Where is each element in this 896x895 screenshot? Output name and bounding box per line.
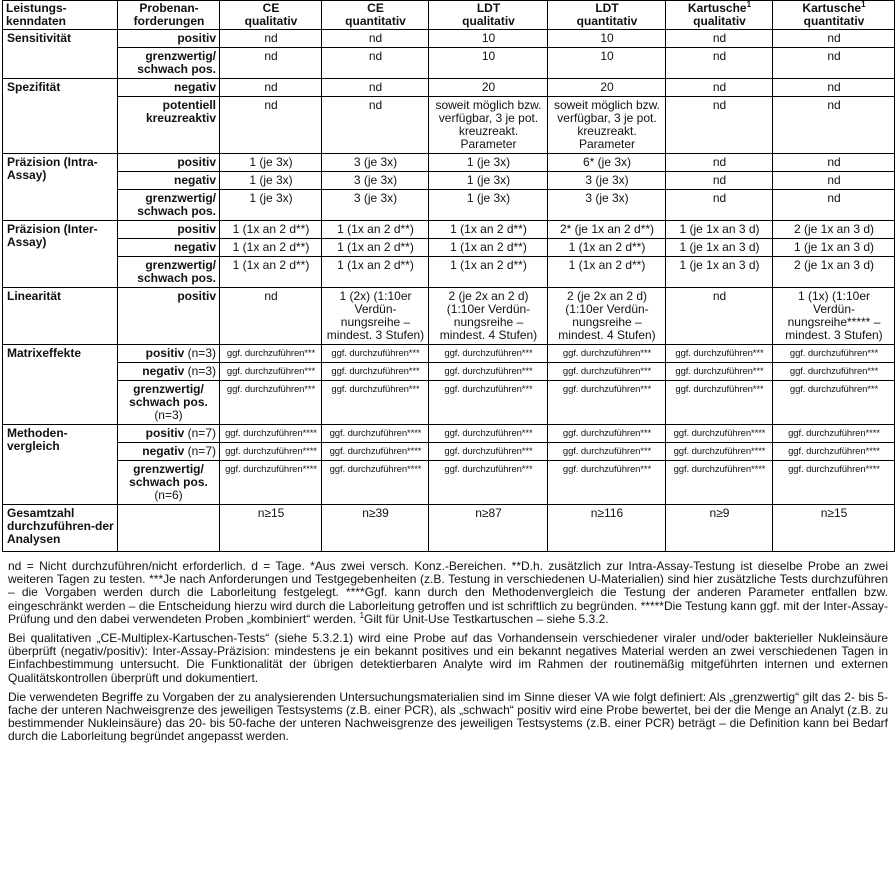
requirement-label: negativ xyxy=(173,173,216,187)
value-cell: ggf. durchzuführen**** xyxy=(666,425,773,443)
requirement-cell xyxy=(118,30,220,48)
requirement-cell xyxy=(118,97,220,154)
value-cell: 20 xyxy=(548,79,666,97)
requirement-label: positiv xyxy=(177,31,216,45)
table-row xyxy=(3,381,895,425)
value-cell: ggf. durchzuführen*** xyxy=(666,363,773,381)
sample-count: (n=3) xyxy=(187,364,216,378)
value-cell: nd xyxy=(322,97,429,154)
table-row xyxy=(3,172,895,190)
value-cell: nd xyxy=(322,79,429,97)
value-cell: 1 (1x an 2 d**) xyxy=(322,257,429,288)
value-cell: ggf. durchzuführen**** xyxy=(220,425,322,443)
value-cell: ggf. durchzuführen**** xyxy=(666,443,773,461)
validation-table xyxy=(2,0,895,552)
value-cell: nd xyxy=(666,48,773,79)
value-cell: 1 (2x) (1:10er Verdün-nungsreihe – mindest. 3 Stufen) xyxy=(322,288,429,345)
value-cell: ggf. durchzuführen*** xyxy=(220,345,322,363)
value-cell: ggf. durchzuführen*** xyxy=(322,345,429,363)
sample-count: (n=7) xyxy=(187,426,216,440)
header-text: LDT xyxy=(595,1,619,15)
empty-cell xyxy=(118,505,220,552)
header-probenanforderungen: Probenan-forderungen xyxy=(118,1,220,30)
header-text: CE xyxy=(262,1,280,15)
table-row xyxy=(3,48,895,79)
value-cell: soweit möglich bzw. verfügbar, 3 je pot. kreuzreakt. Parameter xyxy=(548,97,666,154)
header-text: quantitativ xyxy=(576,14,638,28)
value-cell: nd xyxy=(322,48,429,79)
value-cell: nd xyxy=(773,48,895,79)
parameter-cell: Matrixeffekte xyxy=(3,345,118,425)
value-cell: ggf. durchzuführen*** xyxy=(322,381,429,425)
value-cell: 3 (je 3x) xyxy=(548,190,666,221)
value-cell: nd xyxy=(773,154,895,172)
table-row xyxy=(3,257,895,288)
footnote-paragraph xyxy=(8,560,888,626)
value-cell: 1 (je 1x an 3 d) xyxy=(666,239,773,257)
parameter-cell: Methoden-vergleich xyxy=(3,425,118,505)
requirement-label: negativ xyxy=(142,444,185,458)
requirement-label: grenzwertig/ schwach pos. xyxy=(137,258,216,285)
header-ldt-quantitativ xyxy=(548,1,666,30)
value-cell: 1 (je 3x) xyxy=(220,172,322,190)
sample-count: (n=7) xyxy=(187,444,216,458)
value-cell: ggf. durchzuführen*** xyxy=(429,461,548,505)
requirement-label: potentiell kreuzreaktiv xyxy=(145,98,216,125)
header-text: Kartusche xyxy=(687,1,747,15)
parameter-cell: Präzision (Intra-Assay) xyxy=(3,154,118,221)
parameter-cell: Präzision (Inter-Assay) xyxy=(3,221,118,288)
value-cell: 10 xyxy=(429,48,548,79)
value-cell: 10 xyxy=(548,48,666,79)
value-cell: ggf. durchzuführen**** xyxy=(322,443,429,461)
value-cell: 1 (je 3x) xyxy=(429,190,548,221)
requirement-label: positiv xyxy=(145,426,185,440)
footnotes xyxy=(2,560,894,744)
value-cell: ggf. durchzuführen*** xyxy=(220,363,322,381)
value-cell: ggf. durchzuführen*** xyxy=(666,381,773,425)
value-cell: nd xyxy=(322,30,429,48)
value-cell: 2 (je 1x an 3 d) xyxy=(773,257,895,288)
header-ce-qualitativ xyxy=(220,1,322,30)
header-text: qualitativ xyxy=(244,14,298,28)
requirement-cell xyxy=(118,425,220,443)
requirement-cell xyxy=(118,239,220,257)
total-value-cell: n≥87 xyxy=(429,505,548,552)
value-cell: 2 (je 2x an 2 d) (1:10er Verdün-nungsreihe – mindest. 4 Stufen) xyxy=(548,288,666,345)
value-cell: nd xyxy=(666,79,773,97)
header-text: qualitativ xyxy=(693,14,746,28)
value-cell: 3 (je 3x) xyxy=(322,154,429,172)
parameter-cell: Gesamtzahl durchzuführen-der Analysen xyxy=(3,505,118,552)
value-cell: ggf. durchzuführen*** xyxy=(429,363,548,381)
value-cell: nd xyxy=(666,288,773,345)
value-cell: nd xyxy=(220,97,322,154)
value-cell: ggf. durchzuführen*** xyxy=(322,363,429,381)
table-row xyxy=(3,443,895,461)
header-ce-quantitativ xyxy=(322,1,429,30)
requirement-label: negativ xyxy=(173,80,216,94)
value-cell: 1 (je 1x an 3 d) xyxy=(666,221,773,239)
header-kartusche-qualitativ xyxy=(666,1,773,30)
value-cell: 1 (1x an 2 d**) xyxy=(429,257,548,288)
value-cell: ggf. durchzuführen*** xyxy=(548,425,666,443)
value-cell: 1 (je 3x) xyxy=(220,154,322,172)
header-text: LDT xyxy=(476,1,501,15)
value-cell: ggf. durchzuführen**** xyxy=(773,425,895,443)
value-cell: ggf. durchzuführen*** xyxy=(548,461,666,505)
value-cell: ggf. durchzuführen*** xyxy=(220,381,322,425)
value-cell: nd xyxy=(220,48,322,79)
sample-count: (n=3) xyxy=(154,408,183,422)
table-row xyxy=(3,221,895,239)
value-cell: ggf. durchzuführen*** xyxy=(429,381,548,425)
value-cell: 20 xyxy=(429,79,548,97)
value-cell: nd xyxy=(773,97,895,154)
value-cell: ggf. durchzuführen*** xyxy=(548,443,666,461)
value-cell: ggf. durchzuführen*** xyxy=(773,345,895,363)
document-page xyxy=(2,0,894,744)
header-text: quantitativ xyxy=(803,14,865,28)
value-cell: 1 (1x an 2 d**) xyxy=(322,221,429,239)
header-leistungskenndaten: Leistungs-kenndaten xyxy=(3,1,118,30)
total-value-cell: n≥9 xyxy=(666,505,773,552)
value-cell: nd xyxy=(773,79,895,97)
total-value-cell: n≥116 xyxy=(548,505,666,552)
table-row xyxy=(3,345,895,363)
parameter-cell: Spezifität xyxy=(3,79,118,154)
requirement-cell xyxy=(118,190,220,221)
value-cell: ggf. durchzuführen*** xyxy=(429,443,548,461)
total-value-cell: n≥39 xyxy=(322,505,429,552)
value-cell: 2 (je 1x an 3 d) xyxy=(773,221,895,239)
value-cell: 1 (1x an 2 d**) xyxy=(548,239,666,257)
value-cell: nd xyxy=(666,97,773,154)
value-cell: ggf. durchzuführen*** xyxy=(773,363,895,381)
value-cell: ggf. durchzuführen**** xyxy=(322,425,429,443)
value-cell: nd xyxy=(220,288,322,345)
note-definitions: Die verwendeten Begriffe zu Vorgaben der zu analysierenden Untersuchungsmaterialien sind im Sinne dieser VA wie folgt definiert: Als „grenzwertig“ gilt das 2- bis 5-fache der unteren Nachweisgrenze des jeweiligen Testsystems (z.B. einer PCR), als „schwach“ positiv wird eine Probe bewertet, bei der die Menge an Analyt (z.B. zu bestimmender Nukleinsäure) das 20- bis 50-fache der unteren Nachweisgrenze des jeweiligen Testsystems (z.B. einer PCR) beträgt – die Definition kann bei Bedarf durch die Laborleitung begründet angepasst werden. xyxy=(8,689,888,744)
value-cell: ggf. durchzuführen**** xyxy=(220,443,322,461)
requirement-label: positiv xyxy=(177,155,216,169)
footnote-marker: 1 xyxy=(359,610,365,620)
table-row xyxy=(3,425,895,443)
header-text: qualitativ xyxy=(462,14,515,28)
sample-count: (n=3) xyxy=(187,346,216,360)
value-cell: ggf. durchzuführen**** xyxy=(666,461,773,505)
value-cell: ggf. durchzuführen*** xyxy=(548,363,666,381)
total-value-cell: n≥15 xyxy=(220,505,322,552)
value-cell: nd xyxy=(666,154,773,172)
value-cell: nd xyxy=(220,79,322,97)
value-cell: soweit möglich bzw. verfügbar, 3 je pot. kreuzreakt. Parameter xyxy=(429,97,548,154)
value-cell: 3 (je 3x) xyxy=(322,190,429,221)
value-cell: ggf. durchzuführen*** xyxy=(666,345,773,363)
value-cell: 1 (1x an 2 d**) xyxy=(220,257,322,288)
value-cell: nd xyxy=(773,30,895,48)
value-cell: 1 (je 1x an 3 d) xyxy=(666,257,773,288)
value-cell: 10 xyxy=(429,30,548,48)
value-cell: nd xyxy=(666,30,773,48)
requirement-cell xyxy=(118,221,220,239)
value-cell: 1 (je 3x) xyxy=(429,154,548,172)
value-cell: nd xyxy=(773,172,895,190)
requirement-cell xyxy=(118,79,220,97)
table-row xyxy=(3,288,895,345)
table-row xyxy=(3,239,895,257)
value-cell: 10 xyxy=(548,30,666,48)
value-cell: 3 (je 3x) xyxy=(322,172,429,190)
requirement-cell xyxy=(118,48,220,79)
table-row xyxy=(3,97,895,154)
requirement-cell xyxy=(118,154,220,172)
requirement-label: grenzwertig/ schwach pos. xyxy=(129,462,208,489)
footnote-marker: 1 xyxy=(746,0,752,9)
value-cell: ggf. durchzuführen*** xyxy=(548,381,666,425)
table-row xyxy=(3,190,895,221)
requirement-label: positiv xyxy=(177,222,216,236)
header-text: Kartusche xyxy=(802,1,862,15)
header-text: CE xyxy=(367,1,384,15)
value-cell: 1 (je 3x) xyxy=(220,190,322,221)
header-kartusche-quantitativ xyxy=(773,1,895,30)
footnote-marker: 1 xyxy=(861,0,866,9)
value-cell: ggf. durchzuführen*** xyxy=(773,381,895,425)
header-ldt-qualitativ xyxy=(429,1,548,30)
header-row xyxy=(3,1,895,30)
footnote-text: nd = Nicht durchzuführen/nicht erforderlich. d = Tage. *Aus zwei versch. Konz.-Bereichen. **D.h. zusätzlich zur Intra-Assay-Testung ist dieselbe Probe an zwei weiteren Tagen zu testen. ***Je nach Anforderungen und Testgegebenheiten (z.B. Testung in verschiedenen U-Materialien) sind hier zusätzliche Tests durchzuführen – die Vorgaben werden durch die Laborleitung festgelegt. ****Ggf. kann durch den Methodenvergleich die Testung der anderen Parameter entfallen bzw. eingeschränkt werden – die Entscheidung hierzu wird durch die Laborleitung getroffen und ist schriftlich zu begründen. *****Die Testung kann ggf. mit der Inter-Assay-Prüfung und den dabei verwendeten Proben „kombiniert“ werden. xyxy=(8,559,888,626)
total-value-cell: n≥15 xyxy=(773,505,895,552)
value-cell: nd xyxy=(773,190,895,221)
value-cell: ggf. durchzuführen**** xyxy=(773,461,895,505)
value-cell: 1 (1x an 2 d**) xyxy=(220,239,322,257)
value-cell: 3 (je 3x) xyxy=(548,172,666,190)
requirement-cell xyxy=(118,257,220,288)
footnote-text: Gilt für Unit-Use Testkartuschen – siehe 5.3.2. xyxy=(364,611,609,626)
value-cell: 1 (1x an 2 d**) xyxy=(429,221,548,239)
value-cell: 1 (je 3x) xyxy=(429,172,548,190)
parameter-cell: Sensitivität xyxy=(3,30,118,79)
total-row xyxy=(3,505,895,552)
requirement-label: grenzwertig/ schwach pos. xyxy=(137,49,216,76)
table-row xyxy=(3,79,895,97)
value-cell: ggf. durchzuführen*** xyxy=(429,425,548,443)
value-cell: 2* (je 1x an 2 d**) xyxy=(548,221,666,239)
header-text: quantitativ xyxy=(345,14,406,28)
value-cell: ggf. durchzuführen*** xyxy=(429,345,548,363)
table-row xyxy=(3,154,895,172)
value-cell: ggf. durchzuführen*** xyxy=(548,345,666,363)
requirement-label: positiv xyxy=(145,346,185,360)
value-cell: 1 (1x an 2 d**) xyxy=(548,257,666,288)
requirement-cell xyxy=(118,345,220,363)
value-cell: 1 (1x an 2 d**) xyxy=(322,239,429,257)
requirement-label: grenzwertig/ schwach pos. xyxy=(129,382,208,409)
value-cell: 6* (je 3x) xyxy=(548,154,666,172)
requirement-cell xyxy=(118,288,220,345)
value-cell: 1 (1x an 2 d**) xyxy=(429,239,548,257)
value-cell: nd xyxy=(666,172,773,190)
value-cell: ggf. durchzuführen**** xyxy=(773,443,895,461)
table-row xyxy=(3,30,895,48)
requirement-cell xyxy=(118,381,220,425)
requirement-cell xyxy=(118,172,220,190)
value-cell: 1 (1x) (1:10er Verdün-nungsreihe***** – mindest. 3 Stufen) xyxy=(773,288,895,345)
parameter-cell: Linearität xyxy=(3,288,118,345)
requirement-label: positiv xyxy=(177,289,216,303)
requirement-label: negativ xyxy=(173,240,216,254)
requirement-cell xyxy=(118,443,220,461)
value-cell: nd xyxy=(666,190,773,221)
sample-count: (n=6) xyxy=(154,488,183,502)
table-row xyxy=(3,461,895,505)
requirement-cell xyxy=(118,461,220,505)
requirement-label: grenzwertig/ schwach pos. xyxy=(137,191,216,218)
requirement-label: negativ xyxy=(142,364,185,378)
value-cell: ggf. durchzuführen**** xyxy=(322,461,429,505)
value-cell: 1 (1x an 2 d**) xyxy=(220,221,322,239)
value-cell: nd xyxy=(220,30,322,48)
note-multiplex: Bei qualitativen „CE-Multiplex-Kartuschen-Tests“ (siehe 5.3.2.1) wird eine Probe auf das Vorhandensein verschiedener viraler und/oder bakterieller Nukleinsäure überprüft (negativ/positiv): Inter-Assay-Präzision: mindestens je ein bekannt positives und ein bekannt negatives Material werden an zwei verschiedenen Tagen in Einfachbestimmung untersucht. Die Funktionalität der übrigen detektierbaren Analyte wird im Rahmen der routinemäßig mitgeführten internen und externen Qualitätskontrollen überprüft und dokumentiert. xyxy=(8,631,888,685)
value-cell: 1 (je 1x an 3 d) xyxy=(773,239,895,257)
value-cell: ggf. durchzuführen**** xyxy=(220,461,322,505)
requirement-cell xyxy=(118,363,220,381)
table-row xyxy=(3,363,895,381)
value-cell: 2 (je 2x an 2 d) (1:10er Verdün-nungsreihe – mindest. 4 Stufen) xyxy=(429,288,548,345)
